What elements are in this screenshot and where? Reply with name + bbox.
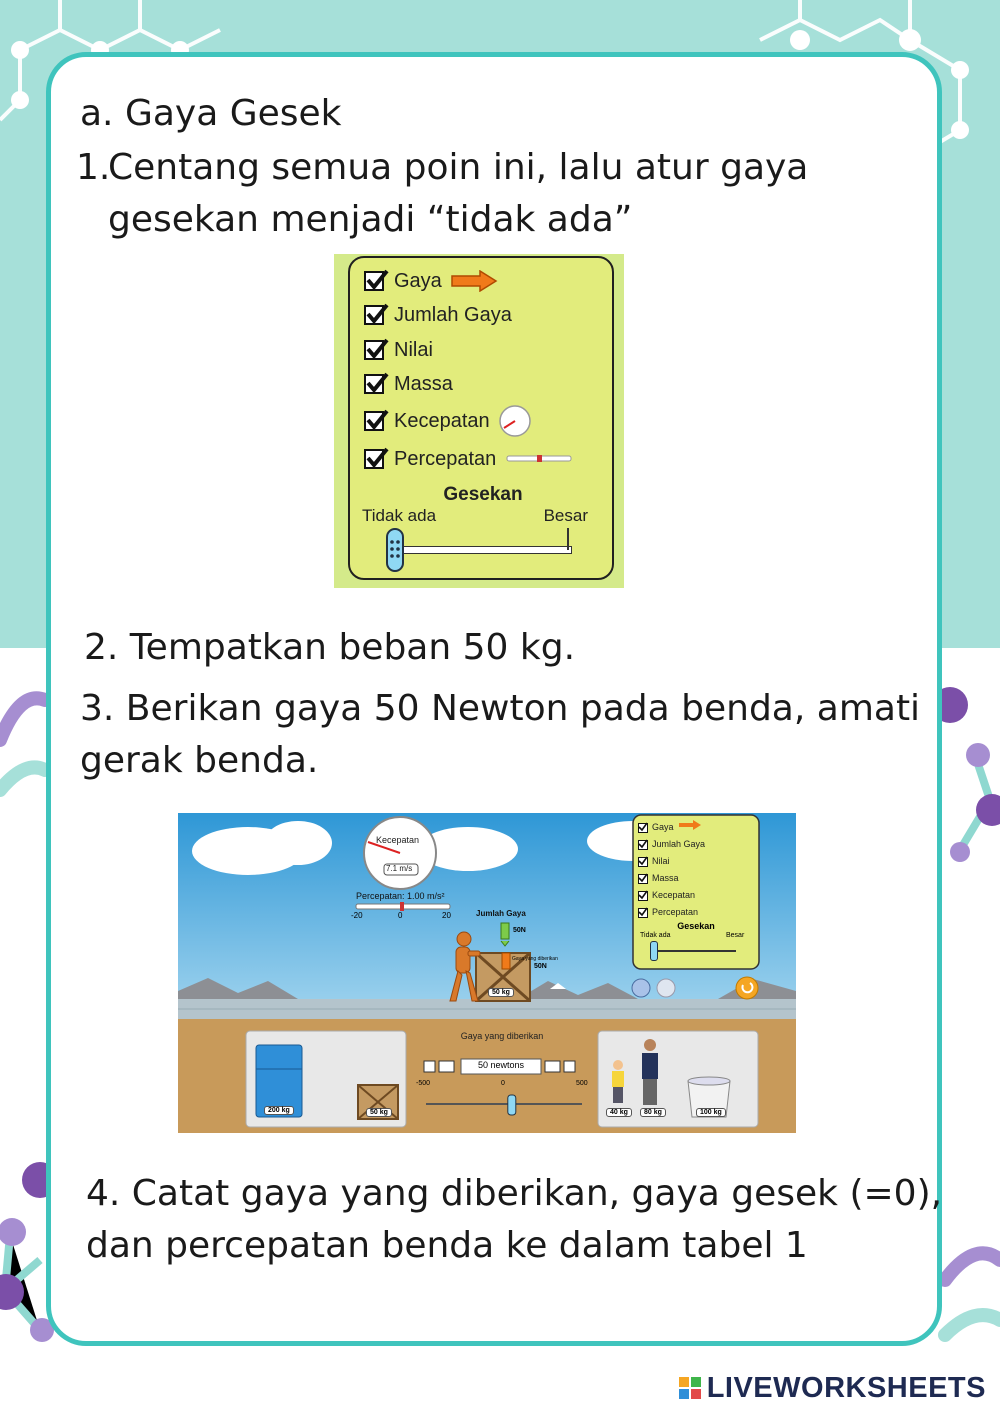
acceleration-bar-icon bbox=[506, 454, 572, 464]
step4-line1: 4. Catat gaya yang diberikan, gaya gesek (=0), bbox=[86, 1173, 943, 1214]
crate-mass-label: 50 kg bbox=[488, 988, 514, 997]
sim-checkbox-label: Nilai bbox=[652, 856, 670, 866]
step1-number: 1. bbox=[76, 147, 111, 188]
acceleration-label: Percepatan: 1.00 m/s² bbox=[356, 891, 445, 901]
friction-min-label: Tidak ada bbox=[362, 506, 437, 525]
sim-checkbox-icon bbox=[638, 823, 648, 833]
checkbox-label: Jumlah Gaya bbox=[394, 303, 512, 326]
force-arrow-icon bbox=[450, 270, 498, 292]
slider-max: 500 bbox=[576, 1080, 588, 1087]
control-panel-image bbox=[334, 254, 624, 588]
checkbox-icon bbox=[364, 449, 384, 469]
accel-min: -20 bbox=[351, 911, 363, 920]
accel-max: 20 bbox=[442, 911, 451, 920]
checkbox-label: Nilai bbox=[394, 338, 433, 361]
sim-checkbox-label: Percepatan bbox=[652, 907, 699, 917]
slider-mid: 0 bbox=[501, 1080, 505, 1087]
speedometer-icon bbox=[498, 404, 532, 438]
sim-checkbox-row bbox=[638, 836, 705, 853]
speed-readout: 7.1 m/s bbox=[386, 864, 413, 873]
checkbox-label: Gaya bbox=[394, 269, 442, 292]
sim-panel-checklist bbox=[638, 819, 705, 921]
object-label-bucket: 100 kg bbox=[696, 1108, 726, 1117]
checkbox-icon bbox=[364, 271, 384, 291]
checkbox-icon bbox=[364, 305, 384, 325]
friction-title: Gesekan bbox=[443, 484, 523, 505]
sim-checkbox-icon bbox=[638, 891, 648, 901]
checkbox-icon bbox=[364, 374, 384, 394]
sim-checkbox-row bbox=[638, 887, 705, 904]
sim-checkbox-row bbox=[638, 870, 705, 887]
checkbox-nilai[interactable] bbox=[364, 335, 433, 365]
control-panel bbox=[348, 256, 614, 580]
checkbox-kecepatan[interactable] bbox=[364, 406, 532, 436]
applied-force-input: 50 newtons bbox=[477, 1060, 525, 1070]
logo-text: LIVEWORKSHEETS bbox=[706, 1372, 986, 1404]
slider-min: -500 bbox=[416, 1080, 431, 1087]
checkbox-icon bbox=[364, 411, 384, 431]
sim-checkbox-row bbox=[638, 819, 705, 836]
checkbox-label: Percepatan bbox=[394, 447, 497, 470]
applied-force-title: Gaya yang diberikan bbox=[460, 1031, 544, 1041]
sim-checkbox-icon bbox=[638, 874, 648, 884]
checkbox-jumlah-gaya[interactable] bbox=[364, 300, 512, 330]
friction-max-label: Besar bbox=[543, 506, 588, 525]
sim-checkbox-icon bbox=[638, 908, 648, 918]
sim-checkbox-label: Kecepatan bbox=[652, 890, 696, 900]
step3-line1: 3. Berikan gaya 50 Newton pada benda, amati bbox=[80, 688, 921, 729]
liveworksheets-logo bbox=[679, 1372, 986, 1405]
step1-line2: gesekan menjadi “tidak ada” bbox=[108, 199, 633, 240]
checkbox-massa[interactable] bbox=[364, 369, 453, 399]
checkbox-percepatan[interactable] bbox=[364, 444, 572, 474]
sim-checkbox-label: Gaya bbox=[652, 822, 674, 832]
applied-force-tag: Gaya yang diberikan bbox=[512, 956, 558, 962]
friction-slider-thumb[interactable] bbox=[386, 528, 404, 572]
sim-friction-track bbox=[652, 950, 736, 952]
step1-line1: Centang semua poin ini, lalu atur gaya bbox=[108, 147, 809, 188]
friction-slider-track[interactable] bbox=[394, 546, 572, 554]
checkbox-label: Kecepatan bbox=[394, 409, 490, 432]
object-label-man: 80 kg bbox=[640, 1108, 666, 1117]
applied-force-tag-value: 50N bbox=[534, 963, 547, 970]
sim-checkbox-icon bbox=[638, 840, 648, 850]
sim-checkbox-row bbox=[638, 904, 705, 921]
object-label-fridge: 200 kg bbox=[264, 1106, 294, 1115]
object-label-girl: 40 kg bbox=[606, 1108, 632, 1117]
friction-slider-end-tick bbox=[567, 528, 569, 550]
sum-force-label: Jumlah Gaya bbox=[476, 909, 526, 918]
section-heading: a. Gaya Gesek bbox=[80, 93, 342, 134]
sim-checkbox-icon bbox=[638, 857, 648, 867]
checkbox-label: Massa bbox=[394, 372, 453, 395]
sim-checkbox-row bbox=[638, 853, 705, 870]
sim-checkbox-label: Massa bbox=[652, 873, 679, 883]
logo-icon bbox=[679, 1377, 703, 1401]
accel-mid: 0 bbox=[398, 911, 403, 920]
step2-text: 2. Tempatkan beban 50 kg. bbox=[84, 627, 576, 668]
object-label-crate: 50 kg bbox=[366, 1108, 392, 1117]
sum-force-value: 50N bbox=[513, 927, 526, 934]
sim-checkbox-label: Jumlah Gaya bbox=[652, 839, 706, 849]
sim-friction-thumb bbox=[650, 941, 658, 961]
step4-line2: dan percepatan benda ke dalam tabel 1 bbox=[86, 1225, 808, 1266]
speedometer-label: Kecepatan bbox=[376, 835, 420, 845]
sim-friction-title: Gesekan bbox=[677, 921, 715, 931]
sim-force-arrow-icon bbox=[674, 819, 702, 836]
simulation-screenshot bbox=[178, 813, 796, 1133]
sim-friction-min: Tidak ada bbox=[640, 932, 671, 939]
step3-line2: gerak benda. bbox=[80, 740, 319, 781]
checkbox-icon bbox=[364, 340, 384, 360]
sim-friction-max: Besar bbox=[726, 932, 745, 939]
checkbox-gaya[interactable] bbox=[364, 266, 498, 296]
